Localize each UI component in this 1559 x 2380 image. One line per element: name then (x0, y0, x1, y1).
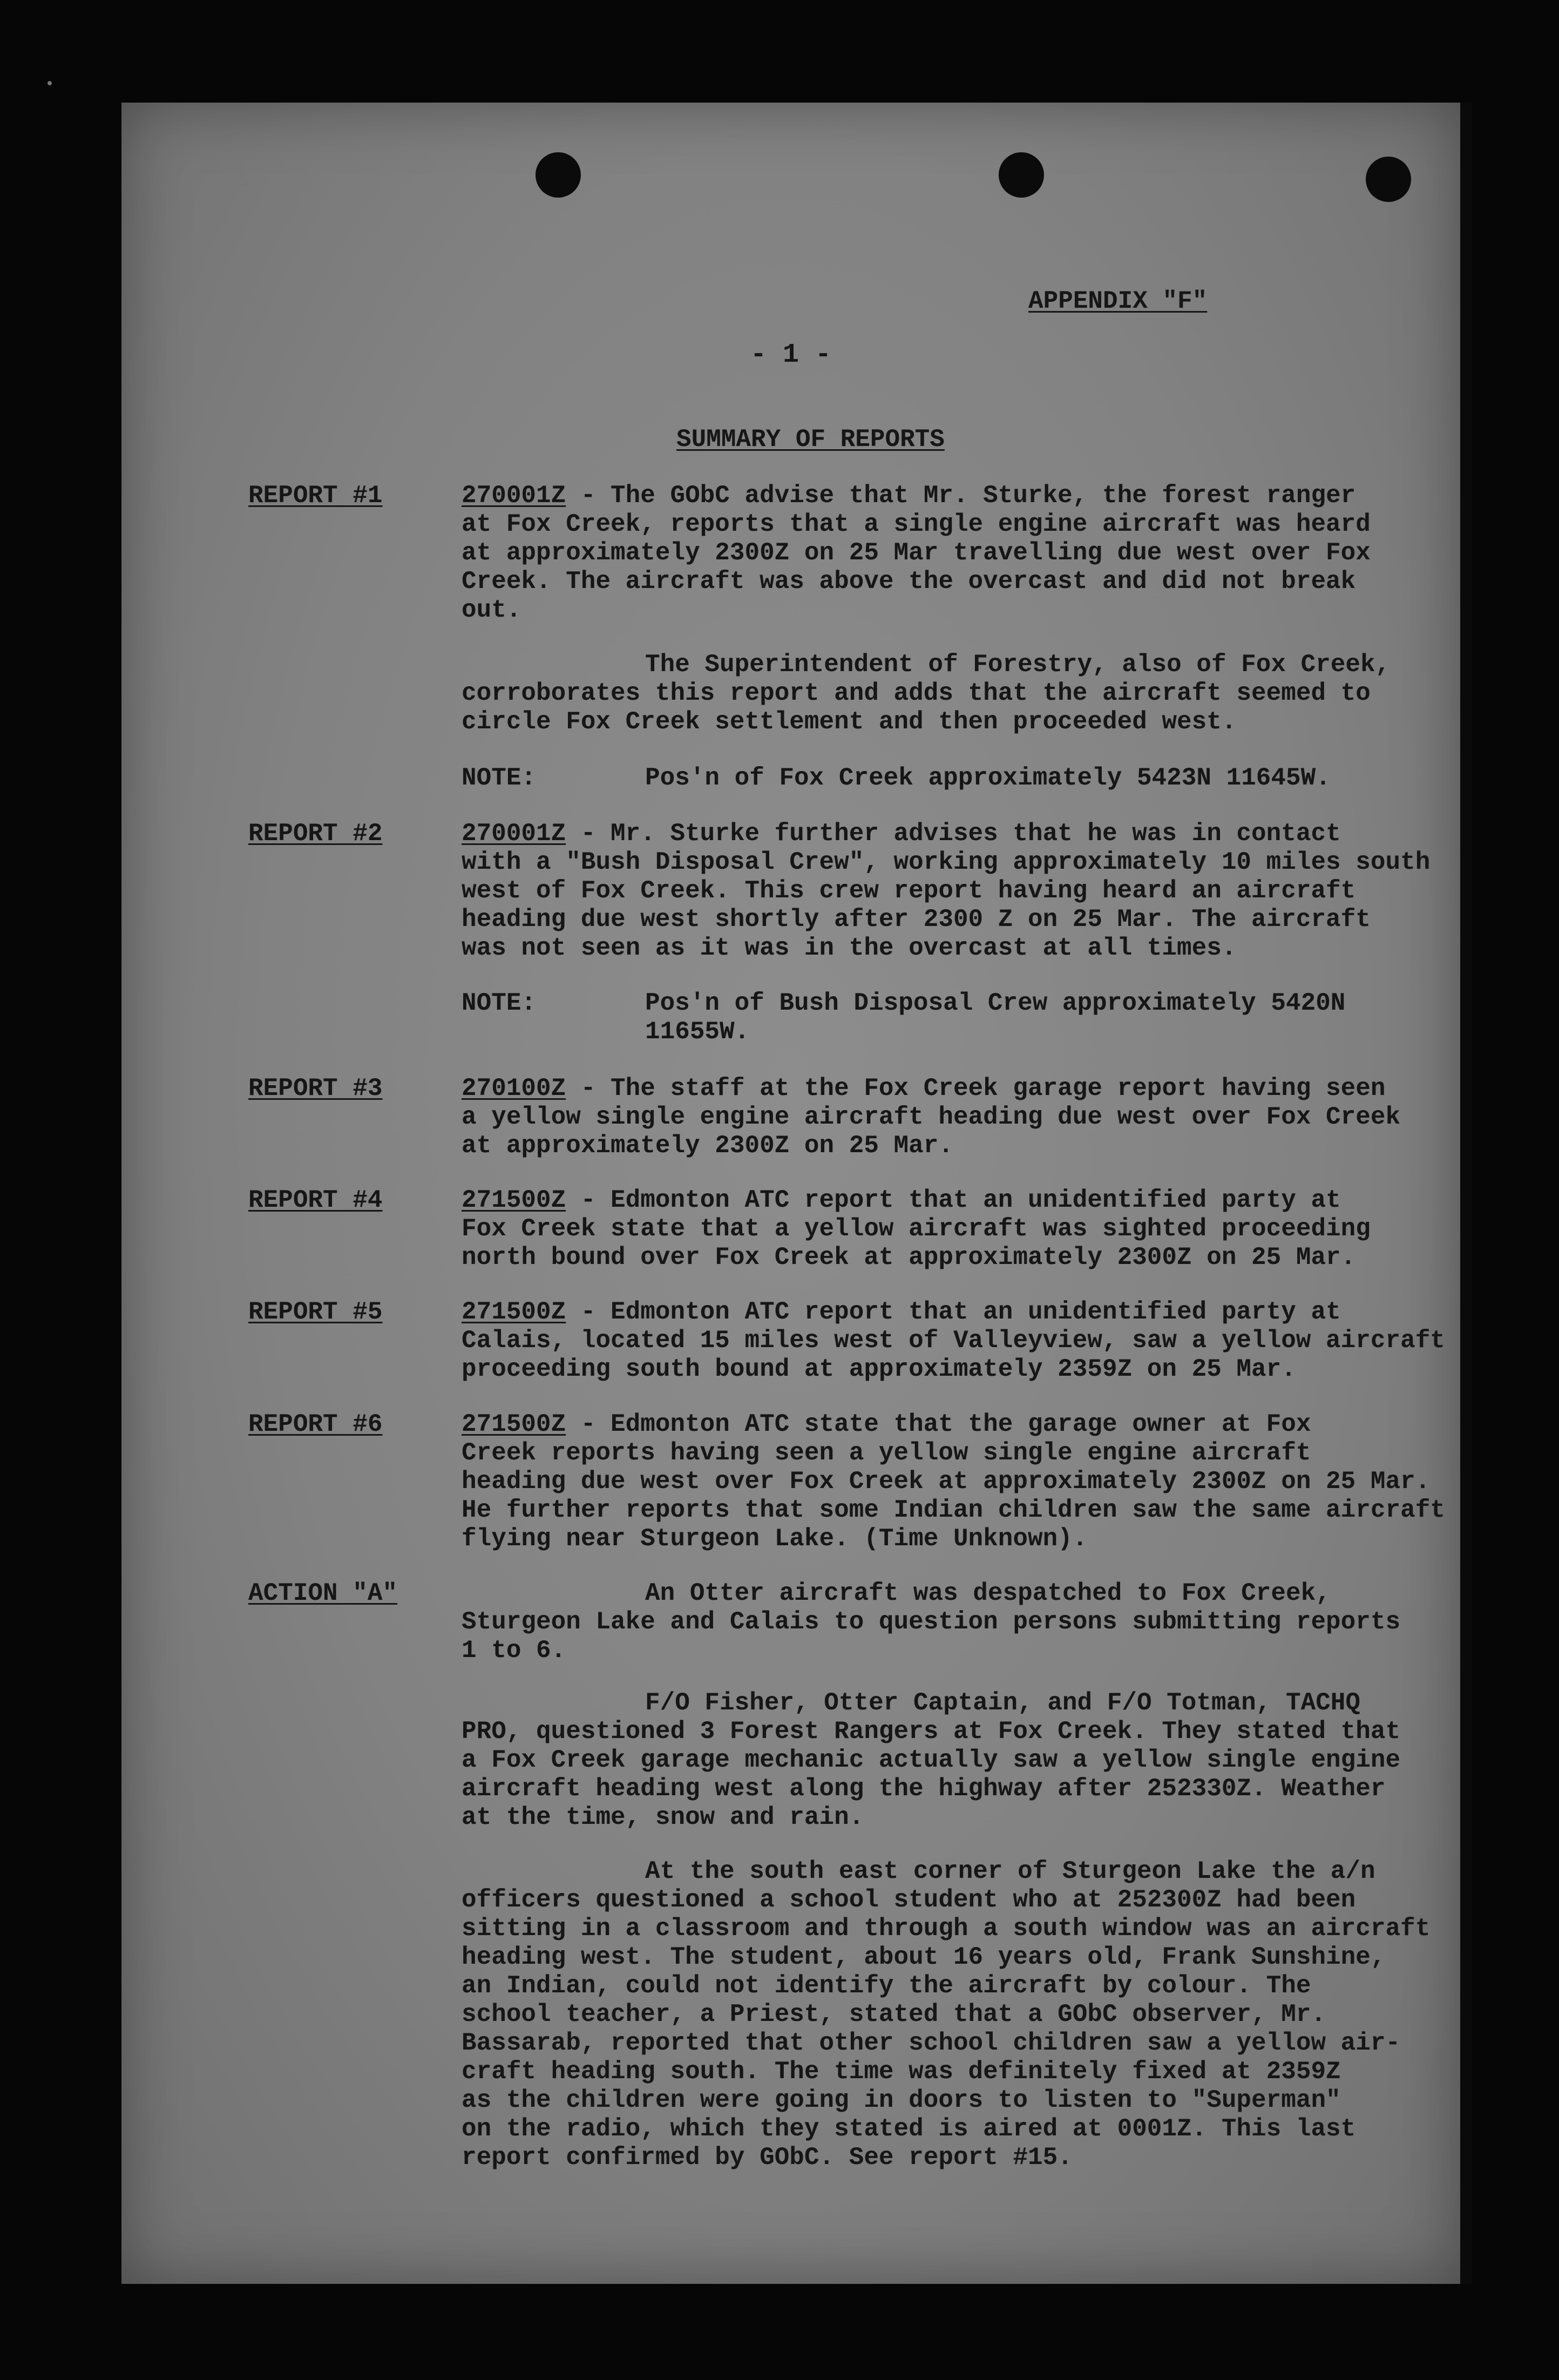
action-paragraph-line: officers questioned a school student who at 252300Z had been (462, 1886, 1356, 1914)
report-line: with a "Bush Disposal Crew", working approximately 10 miles south (462, 848, 1431, 876)
report-line: flying near Sturgeon Lake. (Time Unknown). (462, 1525, 1088, 1553)
report-text: - The staff at the Fox Creek garage report having seen (566, 1074, 1386, 1103)
page-edge-shadow (1460, 103, 1472, 2284)
report-label: REPORT #3 (248, 1074, 383, 1103)
action-paragraph-line: Sturgeon Lake and Calais to question persons submitting reports (462, 1608, 1401, 1636)
note-label: NOTE: (462, 989, 537, 1017)
report-label: REPORT #4 (248, 1186, 383, 1214)
action-paragraph-line: craft heading south. The time was definitely fixed at 2359Z (462, 2058, 1341, 2086)
report-time: 271500Z (462, 1298, 566, 1326)
report-label: REPORT #2 (248, 820, 383, 848)
report-line (462, 1298, 1341, 1326)
note-text: Pos'n of Fox Creek approximately 5423N 11645W. (645, 764, 1331, 792)
report-text: - Mr. Sturke further advises that he was in contact (566, 820, 1341, 848)
action-paragraph-line: heading west. The student, about 16 years old, Frank Sunshine, (462, 1943, 1386, 1971)
report-line: heading due west shortly after 2300 Z on 25 Mar. The aircraft (462, 905, 1371, 934)
action-label: ACTION "A" (248, 1579, 398, 1607)
report-label: REPORT #6 (248, 1410, 383, 1438)
report-line (462, 1410, 1311, 1438)
report-text: - Edmonton ATC state that the garage owner at Fox (566, 1410, 1311, 1438)
note-text: Pos'n of Bush Disposal Crew approximately 5420N (645, 989, 1346, 1017)
report-label: REPORT #1 (248, 482, 383, 510)
report-line: west of Fox Creek. This crew report having heard an aircraft (462, 877, 1356, 905)
report-paragraph-line: corroborates this report and adds that the aircraft seemed to (462, 679, 1371, 707)
report-line: at Fox Creek, reports that a single engine aircraft was heard (462, 510, 1371, 538)
report-line (462, 1074, 1385, 1103)
report-time: 271500Z (462, 1186, 566, 1214)
action-paragraph-line: An Otter aircraft was despatched to Fox Creek, (645, 1579, 1331, 1607)
action-paragraph-line: on the radio, which they stated is aired at 0001Z. This last (462, 2115, 1356, 2143)
appendix-heading: APPENDIX "F" (1028, 287, 1208, 315)
report-line: heading due west over Fox Creek at approximately 2300Z on 25 Mar. (462, 1468, 1431, 1496)
punch-hole (999, 152, 1044, 198)
action-paragraph-line: as the children were going in doors to listen to "Superman" (462, 2086, 1341, 2114)
report-time: 271500Z (462, 1410, 566, 1438)
punch-hole (1366, 157, 1411, 202)
report-line: Creek. The aircraft was above the overcast and did not break (462, 567, 1356, 596)
film-speck (244, 181, 248, 186)
report-text: - Edmonton ATC report that an unidentified party at (566, 1186, 1341, 1214)
action-paragraph-line: F/O Fisher, Otter Captain, and F/O Totman, TACHQ (645, 1689, 1361, 1717)
report-text: - Edmonton ATC report that an unidentified party at (566, 1298, 1341, 1326)
report-line (462, 1186, 1341, 1214)
action-paragraph-line: report confirmed by GObC. See report #15. (462, 2144, 1073, 2172)
page-number: - 1 - (750, 340, 832, 370)
action-paragraph-line: At the south east corner of Sturgeon Lake the a/n (645, 1857, 1375, 1885)
report-time: 270001Z (462, 482, 566, 510)
action-paragraph-line: sitting in a classroom and through a south window was an aircraft (462, 1915, 1431, 1943)
report-line: at approximately 2300Z on 25 Mar travelling due west over Fox (462, 539, 1371, 567)
report-text: - The GObC advise that Mr. Sturke, the forest ranger (566, 482, 1356, 510)
report-paragraph-line: circle Fox Creek settlement and then proceeded west. (462, 708, 1237, 736)
report-line (462, 482, 1355, 510)
report-line: at approximately 2300Z on 25 Mar. (462, 1132, 953, 1160)
report-line: Creek reports having seen a yellow single engine aircraft (462, 1439, 1311, 1467)
report-line: proceeding south bound at approximately 2359Z on 25 Mar. (462, 1355, 1296, 1383)
action-paragraph-line: aircraft heading west along the highway after 252330Z. Weather (462, 1775, 1386, 1803)
note-text: 11655W. (645, 1018, 750, 1046)
punch-hole (536, 152, 581, 198)
report-line: north bound over Fox Creek at approximately 2300Z on 25 Mar. (462, 1243, 1356, 1272)
action-paragraph-line: school teacher, a Priest, stated that a GObC observer, Mr. (462, 2000, 1326, 2029)
report-line: a yellow single engine aircraft heading due west over Fox Creek (462, 1103, 1401, 1131)
report-line: out. (462, 596, 521, 624)
report-line: He further reports that some Indian children saw the same aircraft (462, 1496, 1445, 1524)
report-line: was not seen as it was in the overcast at all times. (462, 934, 1237, 962)
action-paragraph-line: a Fox Creek garage mechanic actually saw a yellow single engine (462, 1746, 1401, 1774)
report-line: Fox Creek state that a yellow aircraft was sighted proceeding (462, 1215, 1371, 1243)
action-paragraph-line: an Indian, could not identify the aircraft by colour. The (462, 1972, 1311, 2000)
film-speck (217, 190, 221, 194)
film-speck (48, 81, 52, 85)
note-label: NOTE: (462, 764, 537, 792)
report-paragraph-line: The Superintendent of Forestry, also of Fox Creek, (645, 651, 1391, 679)
action-paragraph-line: Bassarab, reported that other school children saw a yellow air- (462, 2029, 1401, 2057)
page-title: SUMMARY OF REPORTS (676, 425, 945, 454)
report-line: Calais, located 15 miles west of Valleyview, saw a yellow aircraft (462, 1327, 1445, 1355)
action-paragraph-line: at the time, snow and rain. (462, 1803, 864, 1831)
report-time: 270100Z (462, 1074, 566, 1103)
report-line (462, 820, 1341, 848)
action-paragraph-line: PRO, questioned 3 Forest Rangers at Fox Creek. They stated that (462, 1718, 1401, 1746)
action-paragraph-line: 1 to 6. (462, 1637, 566, 1665)
report-time: 270001Z (462, 820, 566, 848)
report-label: REPORT #5 (248, 1298, 383, 1326)
